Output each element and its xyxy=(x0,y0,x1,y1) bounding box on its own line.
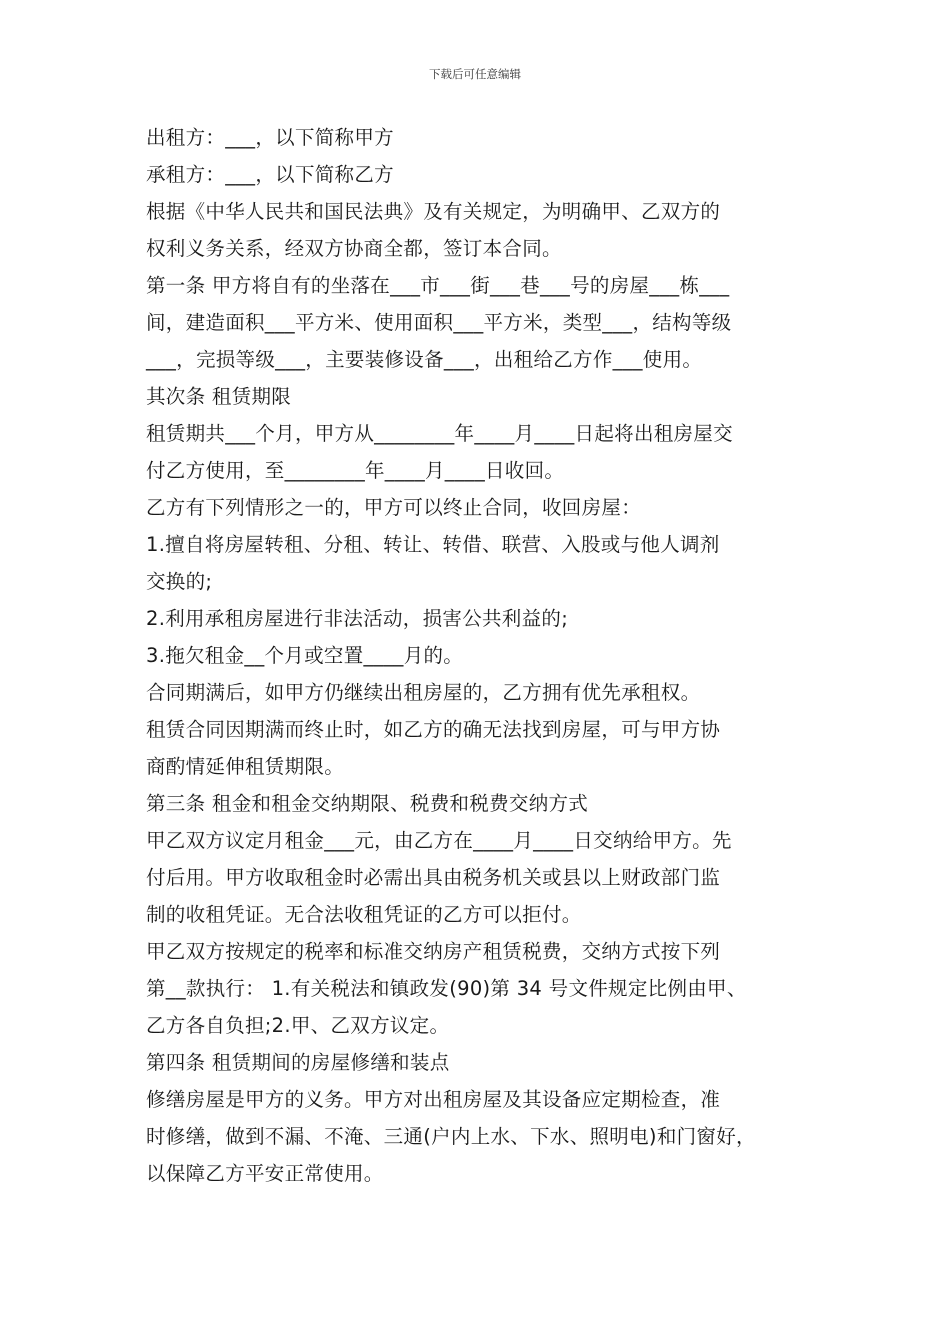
text-line: 甲乙双方按规定的税率和标准交纳房产租赁税费，交纳方式按下列 xyxy=(146,940,721,963)
text-line: 乙方各自负担;2.甲、乙双方议定。 xyxy=(146,1014,450,1037)
text-line: 修缮房屋是甲方的义务。甲方对出租房屋及其设备应定期检查，准 xyxy=(146,1088,721,1111)
text-line: 合同期满后，如甲方仍继续出租房屋的，乙方拥有优先承租权。 xyxy=(146,681,701,704)
text-line: 交换的; xyxy=(146,570,213,593)
text-line: 租赁期共___个月，甲方从________年____月____日起将出租房屋交 xyxy=(146,422,733,445)
page-header: 下载后可任意编辑 xyxy=(429,67,521,81)
text-line: 出租方：___，以下简称甲方 xyxy=(146,126,394,149)
list-item: 2.利用承租房屋进行非法活动，损害公共利益的; xyxy=(146,607,569,630)
text-line: 间，建造面积___平方米、使用面积___平方米，类型___，结构等级 xyxy=(146,311,732,334)
section-heading: 第四条 租赁期间的房屋修缮和装点 xyxy=(146,1051,450,1074)
text-line: 制的收租凭证。无合法收租凭证的乙方可以拒付。 xyxy=(146,903,582,926)
section-heading: 其次条 租赁期限 xyxy=(146,385,292,408)
text-line: 承租方：___，以下简称乙方 xyxy=(146,163,394,186)
text-line: 根据《中华人民共和国民法典》及有关规定，为明确甲、乙双方的 xyxy=(146,200,721,223)
text-line: ___，完损等级___，主要装修设备___，出租给乙方作___使用。 xyxy=(146,348,703,371)
list-item: 1.擅自将房屋转租、分租、转让、转借、联营、入股或与他人调剂 xyxy=(146,533,720,556)
text-line: 乙方有下列情形之一的，甲方可以终止合同，收回房屋： xyxy=(146,496,642,519)
text-line: 付后用。甲方收取租金时必需出具由税务机关或县以上财政部门监 xyxy=(146,866,721,889)
text-line: 租赁合同因期满而终止时，如乙方的确无法找到房屋，可与甲方协 xyxy=(146,718,721,741)
text-line: 以保障乙方平安正常使用。 xyxy=(146,1162,384,1185)
text-line: 第一条 甲方将自有的坐落在___市___街___巷___号的房屋___栋___ xyxy=(146,274,730,297)
text-line: 权利义务关系，经双方协商全都，签订本合同。 xyxy=(146,237,562,260)
text-line: 甲乙双方议定月租金___元，由乙方在____月____日交纳给甲方。先 xyxy=(146,829,732,852)
contract-body xyxy=(146,119,814,1192)
text-line: 第__款执行： 1.有关税法和镇政发(90)第 34 号文件规定比例由甲、 xyxy=(146,977,747,1000)
section-heading: 第三条 租金和租金交纳期限、税费和税费交纳方式 xyxy=(146,792,589,815)
list-item: 3.拖欠租金__个月或空置____月的。 xyxy=(146,644,464,667)
text-line: 时修缮，做到不漏、不淹、三通(户内上水、下水、照明电)和门窗好， xyxy=(146,1125,756,1148)
text-line: 商酌情延伸租赁期限。 xyxy=(146,755,345,778)
text-line: 付乙方使用，至________年____月____日收回。 xyxy=(146,459,565,482)
